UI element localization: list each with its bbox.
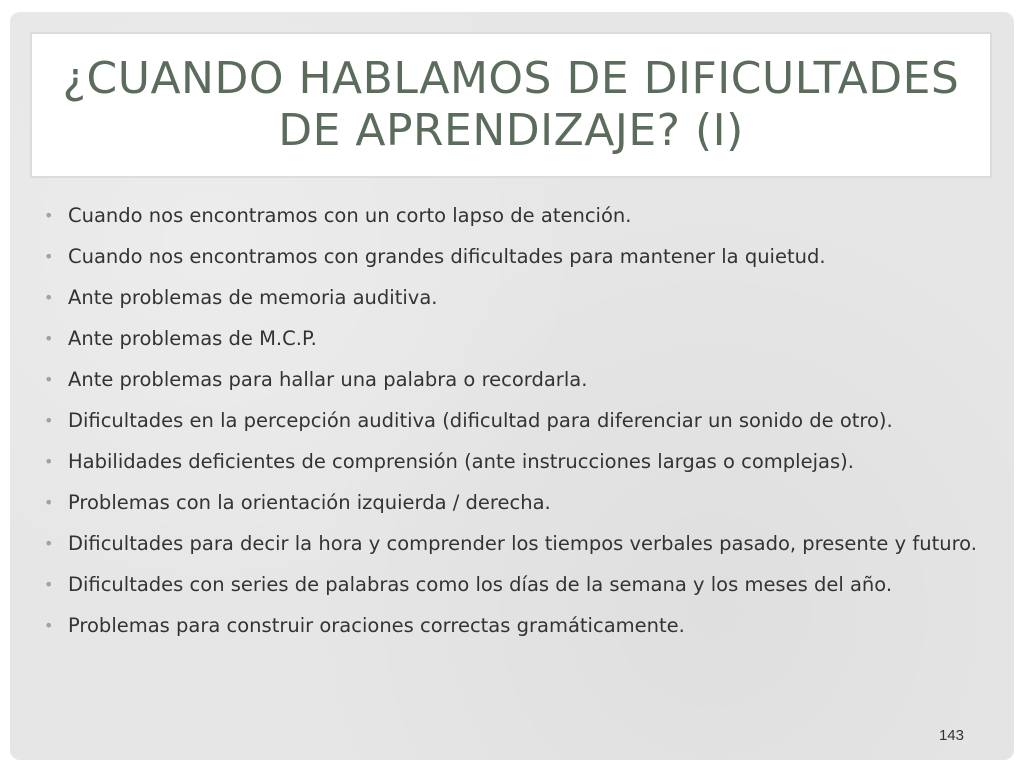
bullet-icon: • xyxy=(44,206,54,225)
bullet-icon: • xyxy=(44,329,54,348)
bullet-icon: • xyxy=(44,370,54,389)
slide-number: 143 xyxy=(938,727,964,744)
bullet-item xyxy=(40,569,995,601)
bullet-text: Problemas para construir oraciones correctas gramáticamente. xyxy=(68,614,685,637)
bullet-icon: • xyxy=(44,247,54,266)
bullet-item xyxy=(40,610,995,642)
bullet-item xyxy=(40,282,995,314)
bullet-icon: • xyxy=(44,411,54,430)
bullet-icon: • xyxy=(44,288,54,307)
bullet-text: Cuando nos encontramos con grandes dificultades para mantener la quietud. xyxy=(68,245,826,268)
bullet-text: Ante problemas de memoria auditiva. xyxy=(68,286,438,309)
bullet-item xyxy=(40,405,995,437)
title-box xyxy=(30,32,992,178)
bullet-icon: • xyxy=(44,493,54,512)
bullet-text: Ante problemas de M.C.P. xyxy=(68,327,317,350)
slide-title: ¿CUANDO HABLAMOS DE DIFICULTADES DE APRENDIZAJE? (I) xyxy=(62,53,960,156)
bullet-text: Ante problemas para hallar una palabra o recordarla. xyxy=(68,368,588,391)
bullet-item xyxy=(40,241,995,273)
bullet-text: Dificultades para decir la hora y comprender los tiempos verbales pasado, presente y futuro. xyxy=(68,532,977,555)
bullet-icon: • xyxy=(44,575,54,594)
bullet-item xyxy=(40,364,995,396)
bullet-icon: • xyxy=(44,616,54,635)
bullet-text: Dificultades en la percepción auditiva (dificultad para diferenciar un sonido de otro). xyxy=(68,409,893,432)
bullet-text: Dificultades con series de palabras como los días de la semana y los meses del año. xyxy=(68,573,893,596)
bullet-item xyxy=(40,528,995,560)
bullet-item xyxy=(40,487,995,519)
bullet-list xyxy=(40,200,995,651)
bullet-item xyxy=(40,200,995,232)
bullet-text: Cuando nos encontramos con un corto lapso de atención. xyxy=(68,204,632,227)
bullet-item xyxy=(40,323,995,355)
bullet-text: Problemas con la orientación izquierda / derecha. xyxy=(68,491,551,514)
bullet-icon: • xyxy=(44,534,54,553)
bullet-text: Habilidades deficientes de comprensión (ante instrucciones largas o complejas). xyxy=(68,450,854,473)
bullet-icon: • xyxy=(44,452,54,471)
slide xyxy=(10,12,1014,760)
bullet-item xyxy=(40,446,995,478)
